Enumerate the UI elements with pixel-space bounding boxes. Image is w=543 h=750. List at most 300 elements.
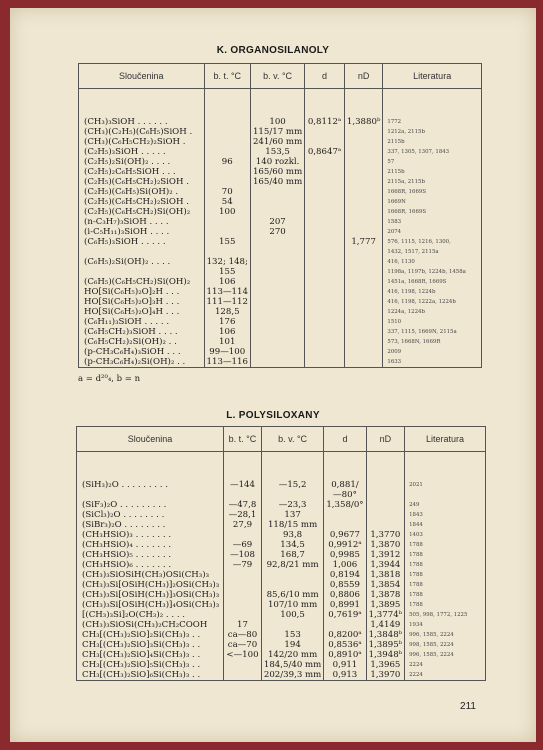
table-cell: 1,777 xyxy=(344,237,383,247)
table-cell: CH₃[(CH₃)₂SiO]₄Si(CH₃)₃ . . xyxy=(77,650,224,660)
table-cell xyxy=(344,287,383,297)
table-cell: 1198a, 1197b, 1224b, 1458a xyxy=(383,267,482,277)
table-cell xyxy=(344,157,383,167)
table-cell: 92,8/21 mm xyxy=(261,560,323,570)
column-header: b. v. °C xyxy=(261,427,323,452)
column-header: d xyxy=(305,64,345,89)
table-cell: (C₆H₅CH₂)₃SiOH . . . . xyxy=(79,327,205,337)
table-cell: 337, 1115, 1669N, 2115a xyxy=(383,327,482,337)
table-cell: 194 xyxy=(261,640,323,650)
table-cell xyxy=(344,177,383,187)
table-row xyxy=(77,520,486,530)
table-cell xyxy=(344,127,383,137)
table-cell: 113—116 xyxy=(204,357,250,368)
table-cell xyxy=(324,620,366,630)
table-row xyxy=(79,127,482,137)
table-cell: 1,006 xyxy=(324,560,366,570)
table-cell: 0,8112ᵃ xyxy=(305,89,345,128)
table-row xyxy=(77,530,486,540)
table-cell: 96 xyxy=(204,157,250,167)
table-cell xyxy=(250,327,304,337)
table-cell: 2224 xyxy=(405,660,486,670)
table-cell xyxy=(305,177,345,187)
table-cell: 0,911 xyxy=(324,660,366,670)
table-row xyxy=(79,307,482,317)
table-cell: 505, 998, 1772, 1225 xyxy=(405,610,486,620)
table-cell xyxy=(344,167,383,177)
table-cell: 1,3770 xyxy=(366,530,405,540)
table-row xyxy=(77,510,486,520)
column-header: b. v. °C xyxy=(250,64,304,89)
table-cell: (CH₃HSiO)₅ . . . . . . . xyxy=(77,550,224,560)
table-cell xyxy=(305,357,345,368)
table-cell: 1,3895 xyxy=(366,600,405,610)
table-cell: 1,3848ᵇ xyxy=(366,630,405,640)
table-cell: 101 xyxy=(204,337,250,347)
table-cell: 93,8 xyxy=(261,530,323,540)
table-row xyxy=(77,590,486,600)
table-cell: 270 xyxy=(250,227,304,237)
table-row xyxy=(79,147,482,157)
table-cell: (C₆H₅)₂Si(OH)₂ . . . . xyxy=(79,257,205,267)
table-cell: 1633 xyxy=(383,357,482,368)
table-cell xyxy=(224,610,262,620)
table-header-row xyxy=(77,427,486,452)
book-page xyxy=(10,8,536,742)
table-row xyxy=(77,560,486,570)
table-cell: (CH₃HSiO)₃ . . . . . . . xyxy=(77,530,224,540)
table-cell: 2074 xyxy=(383,227,482,237)
table-cell: 132; 148; xyxy=(204,257,250,267)
table-cell: (CH₃)₃Si[OSiH(CH₃)]₃OSi(CH₃)₃ xyxy=(77,590,224,600)
table-cell: 1669N xyxy=(383,197,482,207)
table-cell: 100 xyxy=(250,89,304,128)
table-cell xyxy=(204,177,250,187)
table-cell xyxy=(250,347,304,357)
table-cell xyxy=(204,147,250,157)
table-cell xyxy=(305,217,345,227)
table-cell: 0,8910ᵃ xyxy=(324,650,366,660)
table-cell: (C₆H₅)₃SiOH . . . . . xyxy=(79,237,205,247)
table-cell: (CH₃)₃SiOSi(CH₃)₂CH₂COOH xyxy=(77,620,224,630)
table-cell: (C₆H₅)(C₆H₅CH₂)Si(OH)₂ xyxy=(79,277,205,287)
table-cell: (C₆H₁₁)₃SiOH . . . . . xyxy=(79,317,205,327)
table-cell xyxy=(250,277,304,287)
table-cell: (C₂H₅)₂Si(OH)₂ . . . . xyxy=(79,157,205,167)
table-row xyxy=(79,267,482,277)
table-cell: (CH₃)₃Si[OSiH(CH₃)]₄OSi(CH₃)₃ xyxy=(77,600,224,610)
table-row xyxy=(79,317,482,327)
table-cell: CH₃[(CH₃)₂SiO]₃Si(CH₃)₃ . . xyxy=(77,640,224,650)
column-header: nD xyxy=(366,427,405,452)
table-cell: 0,8536ᵃ xyxy=(324,640,366,650)
table-cell xyxy=(250,257,304,267)
table-cell: 57 xyxy=(383,157,482,167)
table-row xyxy=(77,550,486,560)
table-cell xyxy=(204,227,250,237)
table-cell: —144 xyxy=(224,452,262,491)
table-row xyxy=(79,357,482,368)
table-cell: HO[Si(C₆H₅)₂O]₂H . . . xyxy=(79,287,205,297)
table-cell xyxy=(305,307,345,317)
table-cell: 1403 xyxy=(405,530,486,540)
table-cell: 1,3880ᵇ xyxy=(344,89,383,128)
table-cell: (CH₃)₃SiOSiH(CH₃)OSi(CH₃)₃ xyxy=(77,570,224,580)
table-cell xyxy=(224,590,262,600)
table-cell: 2021 xyxy=(405,452,486,491)
table-cell: 106 xyxy=(204,277,250,287)
table-row xyxy=(79,157,482,167)
table-cell: 176 xyxy=(204,317,250,327)
table-cell: 153 xyxy=(261,630,323,640)
table-cell: 118/15 mm xyxy=(261,520,323,530)
table-cell: 337, 1305, 1307, 1843 xyxy=(383,147,482,157)
table-cell: 1843 xyxy=(405,510,486,520)
table-cell xyxy=(250,197,304,207)
table-cell: 1788 xyxy=(405,540,486,550)
table-cell: 0,8806 xyxy=(324,590,366,600)
table-cell: —47,8 xyxy=(224,500,262,510)
table-cell: 17 xyxy=(224,620,262,630)
table-header-row xyxy=(79,64,482,89)
table-cell xyxy=(261,620,323,630)
table-cell: 1,3944 xyxy=(366,560,405,570)
table-cell: <—100 xyxy=(224,650,262,660)
table-cell xyxy=(305,207,345,217)
table-row xyxy=(77,620,486,630)
table-cell: 1934 xyxy=(405,620,486,630)
table-cell: (C₆H₅CH₂)₂Si(OH)₂ . . xyxy=(79,337,205,347)
table-cell xyxy=(250,337,304,347)
table-cell xyxy=(366,510,405,520)
table-cell xyxy=(305,197,345,207)
table-cell: 416, 1198, 1222a, 1224b xyxy=(383,297,482,307)
table-cell: (C₂H₅)₃SiOH . . . . . xyxy=(79,147,205,157)
table-cell: 996, 1585, 2224 xyxy=(405,630,486,640)
table-cell: 128,5 xyxy=(204,307,250,317)
table-cell: 155 xyxy=(204,267,250,277)
table-cell xyxy=(204,89,250,128)
table-cell xyxy=(79,247,205,257)
table-cell: (SiF₃)₂O . . . . . . . . . xyxy=(77,500,224,510)
table-cell xyxy=(344,207,383,217)
table-cell xyxy=(204,137,250,147)
table-cell: (C₂H₅)₂C₆H₅SiOH . . . xyxy=(79,167,205,177)
table-cell: 1,3912 xyxy=(366,550,405,560)
table-cell xyxy=(344,257,383,267)
footnote: a = d²⁰₄, b = n xyxy=(78,374,141,384)
table-cell xyxy=(250,207,304,217)
table-cell xyxy=(324,510,366,520)
table-cell: (C₂H₅)(C₆H₅CH₂)₂SiOH . xyxy=(79,177,205,187)
table-cell xyxy=(344,317,383,327)
table-cell: 1788 xyxy=(405,570,486,580)
table-cell: 576, 1115, 1216, 1300, xyxy=(383,237,482,247)
table-cell xyxy=(344,347,383,357)
table-cell: ca—70 xyxy=(224,640,262,650)
table-row xyxy=(79,277,482,287)
table-row xyxy=(79,227,482,237)
table-cell xyxy=(366,520,405,530)
table-cell: 0,7619ᵃ xyxy=(324,610,366,620)
table-cell xyxy=(305,297,345,307)
table-cell xyxy=(324,520,366,530)
table-row xyxy=(77,660,486,670)
table-cell xyxy=(305,167,345,177)
table-cell: 2115a, 2115b xyxy=(383,177,482,187)
table-row xyxy=(77,670,486,681)
table-cell xyxy=(204,127,250,137)
table-cell xyxy=(305,257,345,267)
table-cell: 1788 xyxy=(405,550,486,560)
table-cell: 1788 xyxy=(405,560,486,570)
table-row xyxy=(79,247,482,257)
table-cell: CH₃[(CH₃)₂SiO]₅Si(CH₃)₃ . . xyxy=(77,660,224,670)
table-cell: 142/20 mm xyxy=(261,650,323,660)
table-row xyxy=(79,89,482,128)
table-cell xyxy=(305,137,345,147)
table-cell: CH₃[(CH₃)₂SiO]₂Si(CH₃)₃ . . xyxy=(77,630,224,640)
table-cell: 111—112 xyxy=(204,297,250,307)
table-cell: (n-C₃H₇)₃SiOH . . . . xyxy=(79,217,205,227)
column-header: nD xyxy=(344,64,383,89)
table-cell xyxy=(305,187,345,197)
table-cell xyxy=(305,247,345,257)
table-cell xyxy=(250,247,304,257)
table-cell: —108 xyxy=(224,550,262,560)
table-cell xyxy=(77,490,224,500)
table-cell: 0,8200ᵃ xyxy=(324,630,366,640)
table-cell: 115/17 mm xyxy=(250,127,304,137)
table-cell xyxy=(250,267,304,277)
table-cell xyxy=(224,570,262,580)
table-cell: 106 xyxy=(204,327,250,337)
table-row xyxy=(79,187,482,197)
table-cell: 0,8559 xyxy=(324,580,366,590)
table-cell xyxy=(224,580,262,590)
table-cell xyxy=(305,277,345,287)
table-cell: 202/39,3 mm xyxy=(261,670,323,681)
column-header: Literatura xyxy=(405,427,486,452)
table-cell: 165/60 mm xyxy=(250,167,304,177)
table-cell: (CH₃HSiO)₄ . . . . . . . xyxy=(77,540,224,550)
table-cell: 140 rozkl. xyxy=(250,157,304,167)
table-row xyxy=(79,287,482,297)
table-cell: 0,8991 xyxy=(324,600,366,610)
table-cell: 100,5 xyxy=(261,610,323,620)
table-cell: —69 xyxy=(224,540,262,550)
table-cell: 1,3970 xyxy=(366,670,405,681)
table-cell: —23,3 xyxy=(261,500,323,510)
table-cell xyxy=(344,337,383,347)
table-cell: —28,1 xyxy=(224,510,262,520)
table-cell xyxy=(224,490,262,500)
table-cell xyxy=(344,187,383,197)
column-header: Sloučenina xyxy=(77,427,224,452)
section-k-title: K. ORGANOSILANOLY xyxy=(216,45,330,56)
table-row xyxy=(79,217,482,227)
table-cell: 113—114 xyxy=(204,287,250,297)
table-cell xyxy=(305,157,345,167)
table-cell xyxy=(344,297,383,307)
table-row xyxy=(79,257,482,267)
table-cell: —80° xyxy=(324,490,366,500)
table-cell: 1510 xyxy=(383,317,482,327)
table-cell xyxy=(250,357,304,368)
table-cell xyxy=(305,347,345,357)
table-cell: 2115b xyxy=(383,137,482,147)
table-cell: 2115b xyxy=(383,167,482,177)
table-cell: 1,4149 xyxy=(366,620,405,630)
column-header: b. t. °C xyxy=(224,427,262,452)
table-cell: 1,3774ᵇ xyxy=(366,610,405,620)
column-header: d xyxy=(324,427,366,452)
table-cell xyxy=(366,452,405,491)
polysiloxane-table xyxy=(76,426,486,681)
table-cell: 85,6/10 mm xyxy=(261,590,323,600)
table-row xyxy=(77,630,486,640)
table-cell: 1,358/0° xyxy=(324,500,366,510)
table-row xyxy=(77,452,486,491)
table-cell: 70 xyxy=(204,187,250,197)
table-cell: 207 xyxy=(250,217,304,227)
table-cell: 155 xyxy=(204,237,250,247)
table-cell xyxy=(344,227,383,237)
table-cell xyxy=(224,600,262,610)
table-cell: (CH₃)₃SiOH . . . . . . xyxy=(79,89,205,128)
table-cell: 107/10 mm xyxy=(261,600,323,610)
table-cell xyxy=(204,167,250,177)
table-cell: 0,913 xyxy=(324,670,366,681)
column-header: Sloučenina xyxy=(79,64,205,89)
table-cell: 249 xyxy=(405,500,486,510)
table-cell xyxy=(250,287,304,297)
table-cell xyxy=(344,217,383,227)
table-cell: [(CH₃)₃Si]₂O(CH₃)₂ . . . . xyxy=(77,610,224,620)
table-cell: (C₂H₅)(C₆H₅CH₂)₂SiOH . xyxy=(79,197,205,207)
table-cell: (i-C₅H₁₁)₃SiOH . . . . xyxy=(79,227,205,237)
table-cell: 153,5 xyxy=(250,147,304,157)
table-cell: 1,3870 xyxy=(366,540,405,550)
table-cell: 1844 xyxy=(405,520,486,530)
table-cell: (CH₃)(C₆H₅CH₂)₂SiOH . xyxy=(79,137,205,147)
table-cell xyxy=(344,267,383,277)
table-cell xyxy=(344,307,383,317)
table-cell xyxy=(250,237,304,247)
table-row xyxy=(79,337,482,347)
table-cell: —79 xyxy=(224,560,262,570)
table-cell: (p-CH₃C₆H₄)₂Si(OH)₂ . . xyxy=(79,357,205,368)
table-cell: 1,3948ᵇ xyxy=(366,650,405,660)
table-cell: 1,3965 xyxy=(366,660,405,670)
table-cell: 1788 xyxy=(405,590,486,600)
table-cell: 165/40 mm xyxy=(250,177,304,187)
table-row xyxy=(77,610,486,620)
table-cell: 0,9912ᵃ xyxy=(324,540,366,550)
table-cell: 137 xyxy=(261,510,323,520)
table-cell: 996, 1585, 2224 xyxy=(405,650,486,660)
table-cell: (C₂H₅)(C₆H₅CH₂)Si(OH)₂ xyxy=(79,207,205,217)
table-cell: 1668R, 1669S xyxy=(383,207,482,217)
table-cell xyxy=(224,670,262,681)
table-row xyxy=(77,540,486,550)
table-cell xyxy=(305,287,345,297)
table-cell xyxy=(344,137,383,147)
table-cell: 100 xyxy=(204,207,250,217)
table-cell xyxy=(305,337,345,347)
table-cell: 1583 xyxy=(383,217,482,227)
table-cell: (SiCl₃)₂O . . . . . . . . xyxy=(77,510,224,520)
table-cell xyxy=(305,317,345,327)
table-cell xyxy=(305,327,345,337)
table-cell: 1432, 1517, 2115a xyxy=(383,247,482,257)
table-cell: 416, 1130 xyxy=(383,257,482,267)
table-cell xyxy=(344,197,383,207)
table-cell xyxy=(204,247,250,257)
table-row xyxy=(77,600,486,610)
table-cell: (SiBr₃)₂O . . . . . . . . xyxy=(77,520,224,530)
table-cell xyxy=(261,580,323,590)
table-cell: —15,2 xyxy=(261,452,323,491)
table-row xyxy=(79,197,482,207)
section-l-title: L. POLYSILOXANY xyxy=(226,410,320,421)
table-cell: 1212a, 2115b xyxy=(383,127,482,137)
table-row xyxy=(77,500,486,510)
table-cell xyxy=(250,307,304,317)
table-cell xyxy=(366,500,405,510)
table-cell xyxy=(405,490,486,500)
table-cell: 1788 xyxy=(405,580,486,590)
table-cell: (p-CH₃C₆H₄)₃SiOH . . . xyxy=(79,347,205,357)
table-row xyxy=(79,167,482,177)
table-cell: 184,5/40 mm xyxy=(261,660,323,670)
table-cell xyxy=(344,147,383,157)
table-cell xyxy=(344,247,383,257)
table-cell: 134,5 xyxy=(261,540,323,550)
table-cell: 1668R, 1669S xyxy=(383,187,482,197)
table-cell: 0,8194 xyxy=(324,570,366,580)
table-cell: 2009 xyxy=(383,347,482,357)
table-cell: (C₂H₅)(C₆H₅)Si(OH)₂ . xyxy=(79,187,205,197)
table-cell xyxy=(305,267,345,277)
table-cell xyxy=(250,317,304,327)
table-cell: HO[Si(C₆H₅)₂O]₄H . . . xyxy=(79,307,205,317)
column-header: b. t. °C xyxy=(204,64,250,89)
table-cell xyxy=(305,237,345,247)
table-cell: 1,3895ᵇ xyxy=(366,640,405,650)
table-row xyxy=(77,640,486,650)
table-cell: 0,9985 xyxy=(324,550,366,560)
table-cell xyxy=(224,660,262,670)
table-row xyxy=(79,177,482,187)
table-cell: 0,881/ xyxy=(324,452,366,491)
table-cell: 1451a, 1668R, 1669S xyxy=(383,277,482,287)
table-row xyxy=(77,570,486,580)
table-row xyxy=(79,297,482,307)
table-cell xyxy=(344,277,383,287)
table-cell: HO[Si(C₆H₅)₂O]₃H . . . xyxy=(79,297,205,307)
table-cell: 1,3878 xyxy=(366,590,405,600)
table-cell xyxy=(305,127,345,137)
column-header: Literatura xyxy=(383,64,482,89)
table-cell: 99—100 xyxy=(204,347,250,357)
table-cell xyxy=(344,357,383,368)
table-row xyxy=(77,650,486,660)
table-cell: 1224a, 1224b xyxy=(383,307,482,317)
table-cell: 1788 xyxy=(405,600,486,610)
table-cell: 168,7 xyxy=(261,550,323,560)
table-row xyxy=(77,580,486,590)
